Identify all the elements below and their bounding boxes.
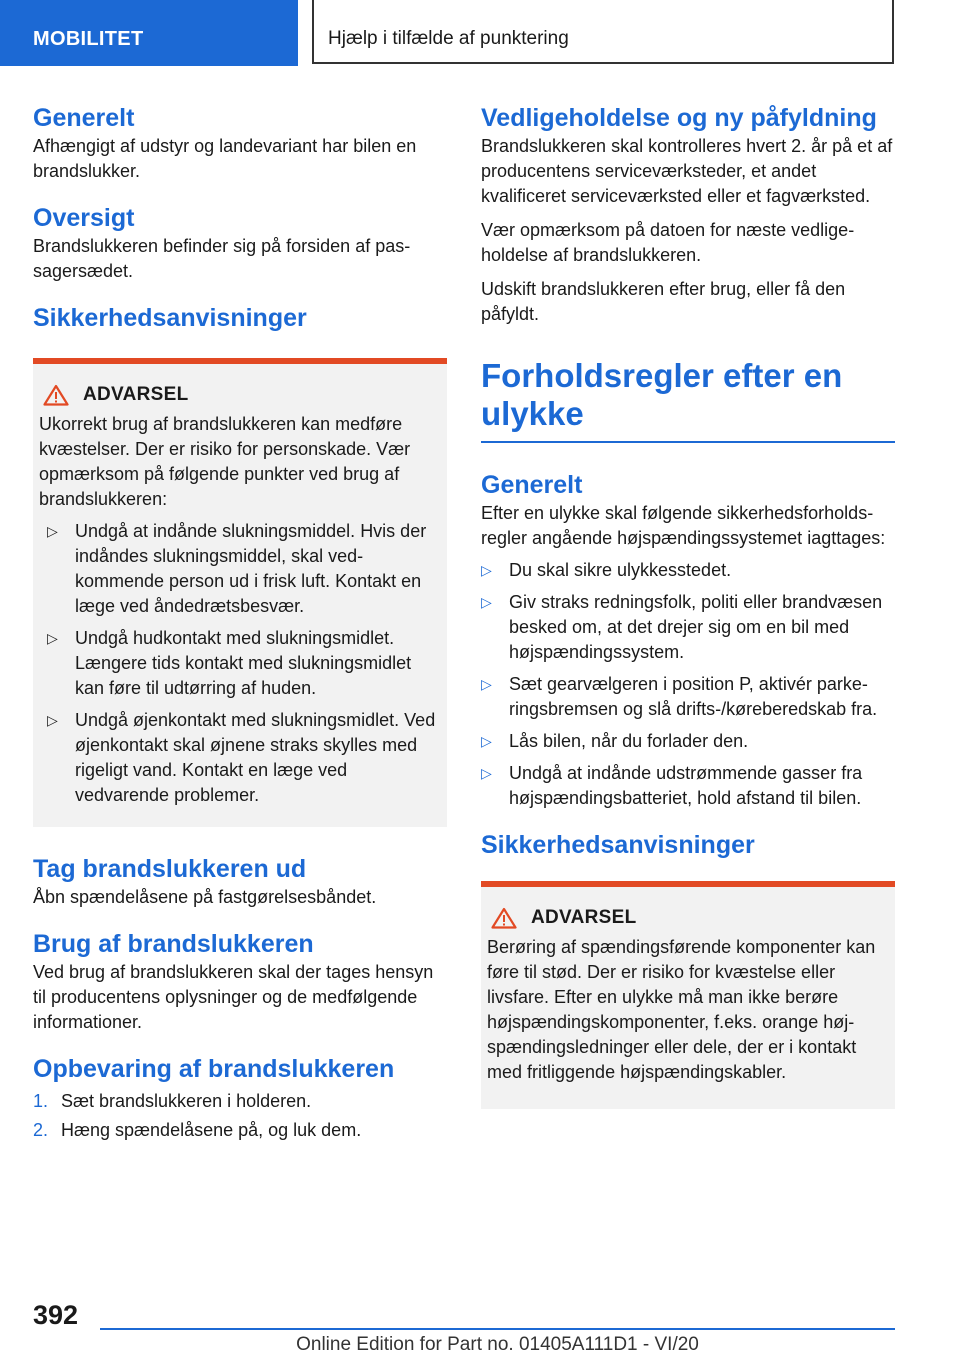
heading-opbevaring: Opbevaring af brandslukkeren [33, 1055, 395, 1083]
triangle-bullet-icon: ▷ [481, 733, 492, 749]
list-item [39, 626, 439, 701]
footer-edition: Online Edition for Part no. 01405A111D1 - VI/20 [296, 1334, 699, 1355]
section-title: Hjælp i tilfælde af punktering [312, 0, 894, 64]
heading-vedligeholdelse: Vedligeholdelse og ny påfyldning [481, 104, 877, 132]
warning-header [43, 384, 439, 406]
list-item [481, 558, 895, 583]
heading-tag-brandslukkeren: Tag brandslukkeren ud [33, 855, 307, 883]
warning-triangle-icon [491, 907, 517, 929]
warning-list [39, 519, 439, 808]
triangle-bullet-icon: ▷ [47, 523, 58, 539]
list-item [481, 590, 895, 665]
list-item [481, 761, 895, 811]
list-item-text: Undgå at indånde udstrømmende gasser fra højspændingsbatteriet, hold afstand til bilen. [509, 763, 863, 808]
warning-box-right [481, 881, 895, 1109]
triangle-bullet-icon: ▷ [481, 594, 492, 610]
list-item [33, 1089, 447, 1114]
warning-triangle-icon [43, 384, 69, 406]
warning-text: Berøring af spændingsførende komponenter kan føre til stød. Der er risiko for kvæstelse eller livsfare. Efter en ulykke må man ikke berøre højspændingskomponenter, f.eks. orange højspændingsledninger eller dele, der er i kontakt med fritliggende højspændingskabler. [487, 937, 876, 1082]
warning-label: ADVARSEL [531, 907, 637, 928]
paragraph-tag: Åbn spændelåsene på fastgørelsesbåndet. [33, 887, 377, 907]
accident-steps-list [481, 558, 895, 811]
triangle-bullet-icon: ▷ [47, 630, 58, 646]
heading-forholdsregler: Forholdsregler efter en ulykke [481, 357, 843, 432]
heading-sikkerhedsanvisninger-right: Sikkerhedsanvisninger [481, 831, 755, 859]
list-item-text: Undgå øjenkontakt med slukningsmidlet. Ved øjenkontakt skal øjnene straks skylles med rigeligt vand. Kontakt en læge ved vedvarende problemer. [75, 710, 436, 805]
paragraph-vedlige-1: Brandslukkeren skal kontrolleres hvert 2. år på et af producentens serviceværksteder, et andet kvalificeret serviceværksted eller et fagværksted. [481, 136, 893, 206]
heading-sikkerhedsanvisninger: Sikkerhedsanvisninger [33, 304, 307, 332]
footer-divider [100, 1328, 895, 1330]
triangle-bullet-icon: ▷ [481, 765, 492, 781]
paragraph-generelt-right: Efter en ulykke skal følgende sikkerhedsforholdsregler angående højspændingssystemet iagttages: [481, 503, 886, 548]
list-item-text: Undgå at indånde slukningsmiddel. Hvis der indåndes slukningsmiddel, skal vedkommende person ud i frisk luft. Kontakt en læge ved åndedrætsbesvær. [75, 521, 427, 616]
right-column [481, 102, 895, 1109]
paragraph-vedlige-2: Vær opmærksom på datoen for næste vedligeholdelse af brandslukkeren. [481, 220, 855, 265]
warning-header [491, 907, 887, 929]
list-item [39, 708, 439, 808]
triangle-bullet-icon: ▷ [481, 676, 492, 692]
paragraph-vedlige-3: Udskift brandslukkeren efter brug, eller få den påfyldt. [481, 279, 846, 324]
list-item-text: Sæt gearvælgeren i position P, aktivér parkeringsbremsen og slå drifts-/køreberedskab fra. [509, 674, 878, 719]
warning-box [33, 358, 447, 827]
step-text: Hæng spændelåsene på, og luk dem. [61, 1120, 362, 1140]
steps-list [33, 1089, 447, 1143]
triangle-bullet-icon: ▷ [47, 712, 58, 728]
heading-generelt-right: Generelt [481, 471, 583, 499]
warning-label: ADVARSEL [83, 384, 189, 405]
list-item-text: Undgå hudkontakt med slukningsmidlet. Længere tids kontakt med slukningsmidlet kan føre til udtørring af huden. [75, 628, 412, 698]
list-item [39, 519, 439, 619]
heading-oversigt: Oversigt [33, 204, 135, 232]
chapter-label: MOBILITET [0, 0, 298, 66]
step-number: 1. [33, 1091, 49, 1111]
paragraph-brug: Ved brug af brandslukkeren skal der tages hensyn til producentens oplysninger og de medfølgende informationer. [33, 962, 434, 1032]
heading-brug: Brug af brandslukkeren [33, 930, 314, 958]
step-number: 2. [33, 1120, 49, 1140]
step-text: Sæt brandslukkeren i holderen. [61, 1091, 312, 1111]
list-item [481, 729, 895, 754]
left-column [33, 102, 447, 1143]
list-item [33, 1118, 447, 1143]
list-item [481, 672, 895, 722]
list-item-text: Lås bilen, når du forlader den. [509, 731, 749, 751]
paragraph-oversigt: Brandslukkeren befinder sig på forsiden af passagersædet. [33, 236, 411, 281]
warning-intro: Ukorrekt brug af brandslukkeren kan medføre kvæstelser. Der er risiko for personskade. Vær opmærksom på følgende punkter ved brug af brandslukkeren: [39, 414, 411, 509]
paragraph-generelt: Afhængigt af udstyr og landevariant har bilen en brandslukker. [33, 136, 417, 181]
page-number: 392 [33, 1300, 79, 1330]
triangle-bullet-icon: ▷ [481, 562, 492, 578]
list-item-text: Giv straks redningsfolk, politi eller brandvæsen besked om, at det drejer sig om en bil med højspændingssystem. [509, 592, 883, 662]
heading-generelt: Generelt [33, 104, 135, 132]
list-item-text: Du skal sikre ulykkesstedet. [509, 560, 732, 580]
